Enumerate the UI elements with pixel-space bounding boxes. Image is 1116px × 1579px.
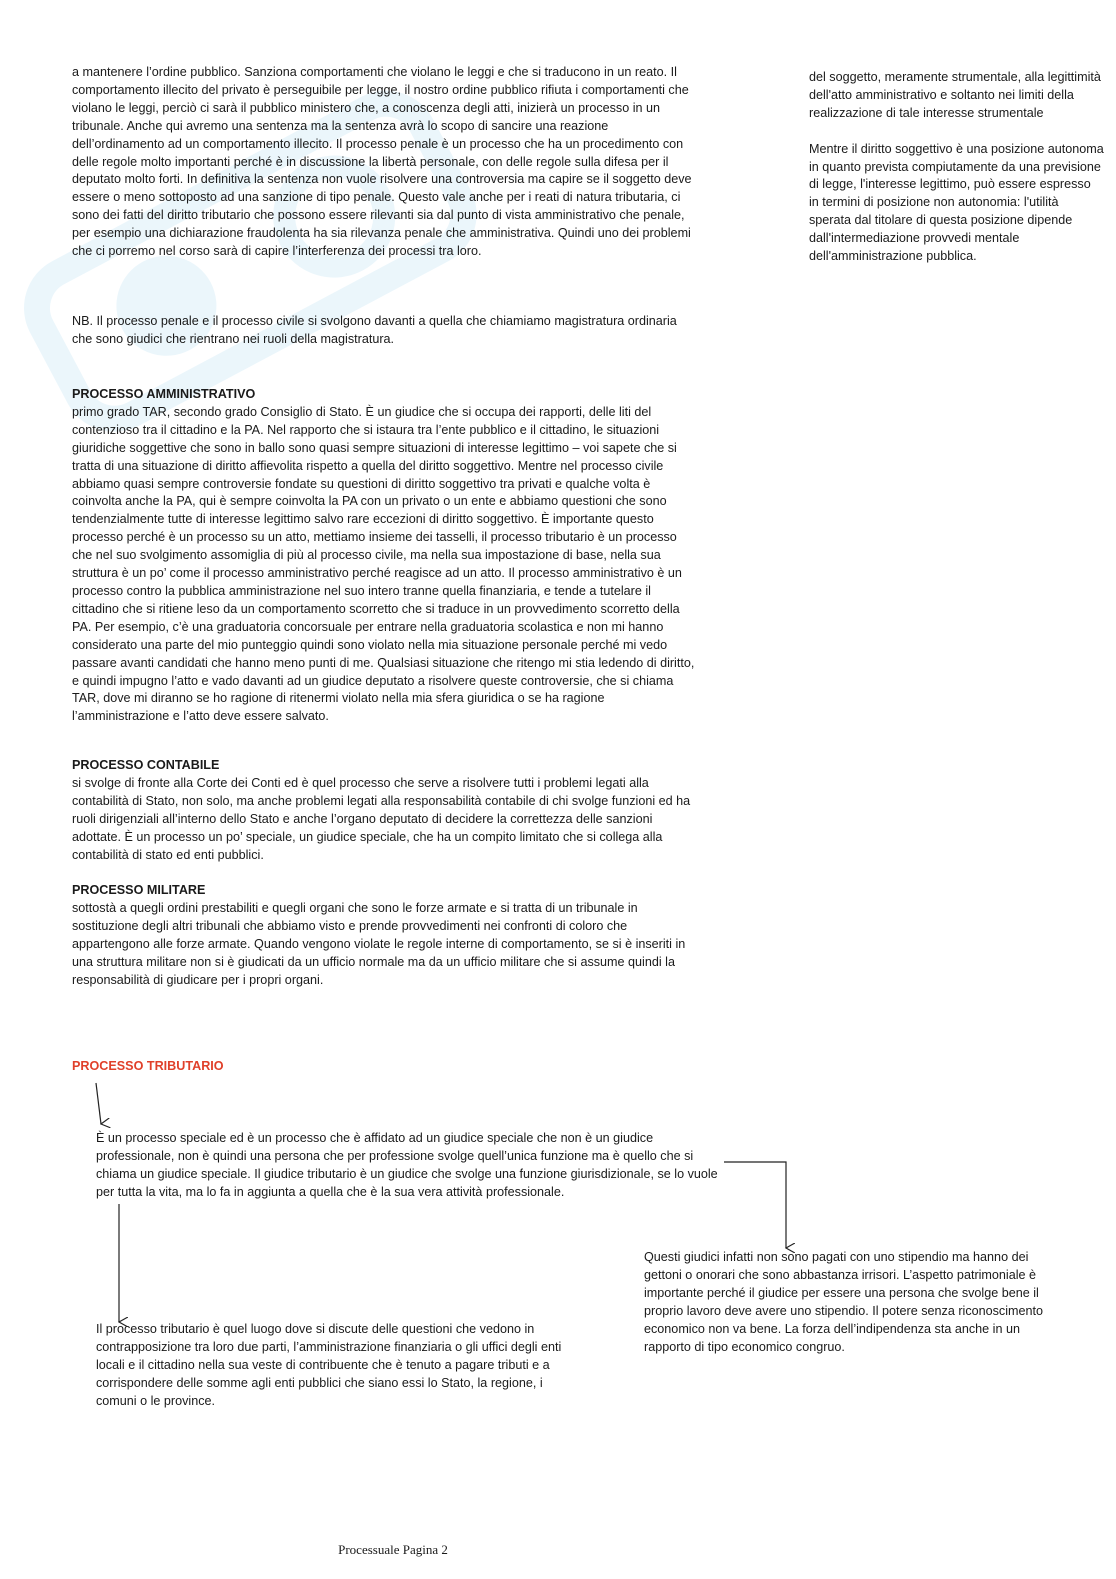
section-text: primo grado TAR, secondo grado Consiglio di Stato. È un giudice che si occupa dei rapporti, delle liti del contenzioso tra il cittadino e la PA. Nel rapporto che si istaura tra l’ente pubblico e il cittadino, le situazioni giuridiche soggettive che sono in ballo sono quasi sempre situazioni di interesse legittimo – voi sapete che si tratta di una situazione di diritto affievolita rispetto a quella del diritto soggettivo. Mentre nel processo civile abbiamo quasi sempre controversie fondate su questioni di diritto soggettivo tra privati e qualche volta è coinvolta anche la PA, qui è sempre coinvolta la PA con un privato o un ente e abbiamo questioni che sono tendenzialmente tutte di interesse legittimo salvo rare eccezioni di diritto soggettivo. È importante questo processo perché è un processo su un atto, mettiamo insieme dei tasselli, il processo tributario è un processo che nel suo svolgimento assomiglia di più al processo civile, ma nella sua impostazione di base, nella sua struttura è un po’ come il processo amministrativo perché reagisce ad un atto. Il processo amministrativo è un processo contro la pubblica amministrazione nel suo intero tranne quella finanziaria, e tende a tutelare il cittadino che si ritiene leso da un comportamento scorretto che si traduce in un provvedimento scorretto della PA. Per esempio, c’è una graduatoria concorsuale per entrare nella graduatoria scolastica e non mi hanno considerato una parte del mio punteggio quindi sono violato nella mia situazione personale perché mi vedo passare avanti candidati che hanno meno punti di me. Qualsiasi situazione che ritengo mi stia ledendo di diritto, e quindi impugno l’atto e vado davanti ad un giudice deputato a risolvere queste controversie, che si chiama TAR, dove mi diranno se ho ragione di ritenermi violato nella mia sfera giuridica o se ha ragione l’amministrazione e l’atto deve essere salvato. (72, 404, 695, 724)
arrow-definizione-to-gettoni (724, 1162, 786, 1248)
section-text: sottostà a quegli ordini prestabiliti e quegli organi che sono le forze armate e si tratta di un tribunale in sostituzione degli altri tribunali che abbiamo visto e prende provvedimenti nei confronti di coloro che appartengono alle forze armate. Quando vengono violate le regole interne di comportamento, se si è inseriti in una struttura militare non si è giudicati da un ufficio normale ma da un ufficio militare che si assume quindi la responsabilità di giudicare per i propri organi. (72, 900, 686, 987)
side-note-p2: Mentre il diritto soggettivo è una posizione autonoma in quanto prevista compiutamente da una previsione di legge, l'interesse legittimo, può essere espresso in termini di posizione non autonomia: l'utilità sperata dal titolare di questa posizione dipende dall'intermediazione provvedi mentale dell'amministrazione pubblica. (809, 141, 1104, 264)
tributario-gettoni: Questi giudici infatti non sono pagati con uno stipendio ma hanno dei gettoni o onorari che sono abbastanza irrisori. L’aspetto patrimoniale è importante perché il giudice per essere una persona che svolge bene il proprio lavoro deve avere uno stipendio. Il potere senza riconoscimento economico non va bene. La forza dell’indipendenza sta anche in un rapporto di tipo economico congruo. (644, 1250, 1044, 1354)
section-title-processo-tributario: PROCESSO TRIBUTARIO (72, 1059, 224, 1073)
section-title: PROCESSO CONTABILE (72, 758, 220, 772)
section-title: PROCESSO MILITARE (72, 883, 206, 897)
tributario-luogo: Il processo tributario è quel luogo dove si discute delle questioni che vedono in contrapposizione tra loro due parti, l’amministrazione finanziaria o gli uffici degli enti locali e il cittadino nella sua veste di contribuente che è tenuto a pagare tributi e a corrispondere delle somme agli enti pubblici che siano essi lo Stato, la regione, i comuni o le province. (96, 1322, 562, 1408)
section-title: PROCESSO AMMINISTRATIVO (72, 387, 256, 401)
section-text: si svolge di fronte alla Corte dei Conti ed è quel processo che serve a risolvere tutti i problemi legati alla contabilità di Stato, non solo, ma anche problemi legati alla responsabilità contabile di chi svolge funzioni ed ha ruoli dirigenziali all’interno dello Stato e anche l’organo deputato di decidere la correttezza delle sanzioni adottate. È un processo un po’ speciale, un giudice speciale, che ha un compito limitato che si collega alla contabilità di stato ed enti pubblici. (72, 775, 691, 862)
intro-paragraph: a mantenere l’ordine pubblico. Sanziona comportamenti che violano le leggi e che si traducono in un reato. Il comportamento illecito del privato è perseguibile per legge, il nostro ordine pubblico rifiuta i comportamenti che violano le leggi, perciò ci sarà il pubblico ministero che, a conoscenza degli atti, inizierà un processo in un tribunale. Anche qui avremo una sentenza ma la sentenza avrà lo scopo di sancire una reazione dell’ordinamento ad un comportamento illecito. Il processo penale è un processo che ha un procedimento con delle regole molto importanti perché è in discussione la libertà personale, con delle regole sulla difesa per il deputato molto forti. In definitiva la sentenza non vuole risolvere una controversia ma capire se il soggetto deve essere o meno sottoposto ad una sanzione di tipo penale. Questo vale anche per i reati di natura tributaria, ci sono dei fatti del diritto tributario che possono essere rilevanti sia dal punto di vista amministrativo che penale, per esempio una dichiarazione fraudolenta ha sia rilevanza penale che amministrativa. Quindi uno dei problemi che ci porremo nel corso sarà di capire l’interferenza dei processi tra loro. (72, 65, 692, 259)
arrow-title-to-definizione (96, 1083, 101, 1124)
tributario-definizione: È un processo speciale ed è un processo che è affidato ad un giudice speciale che non è un giudice professionale, non è quindi una persona che per professione svolge quell’unica funzione ma è quello che si chiama un giudice speciale. Il giudice tributario è un giudice che svolge una funzione giurisdizionale, se lo vuole per tutta la vita, ma lo fa in aggiunta a quella che è la sua vera attività professionale. (96, 1131, 718, 1199)
nb-note: NB. Il processo penale e il processo civile si svolgono davanti a quella che chiamiamo magistratura ordinaria che sono giudici che rientrano nei ruoli della magistratura. (72, 314, 677, 346)
side-note-p1: del soggetto, meramente strumentale, alla legittimità dell'atto amministrativo e soltanto nei limiti della realizzazione di tale interesse strumentale (809, 70, 1101, 120)
page-footer: Processuale Pagina 2 (338, 1542, 448, 1557)
